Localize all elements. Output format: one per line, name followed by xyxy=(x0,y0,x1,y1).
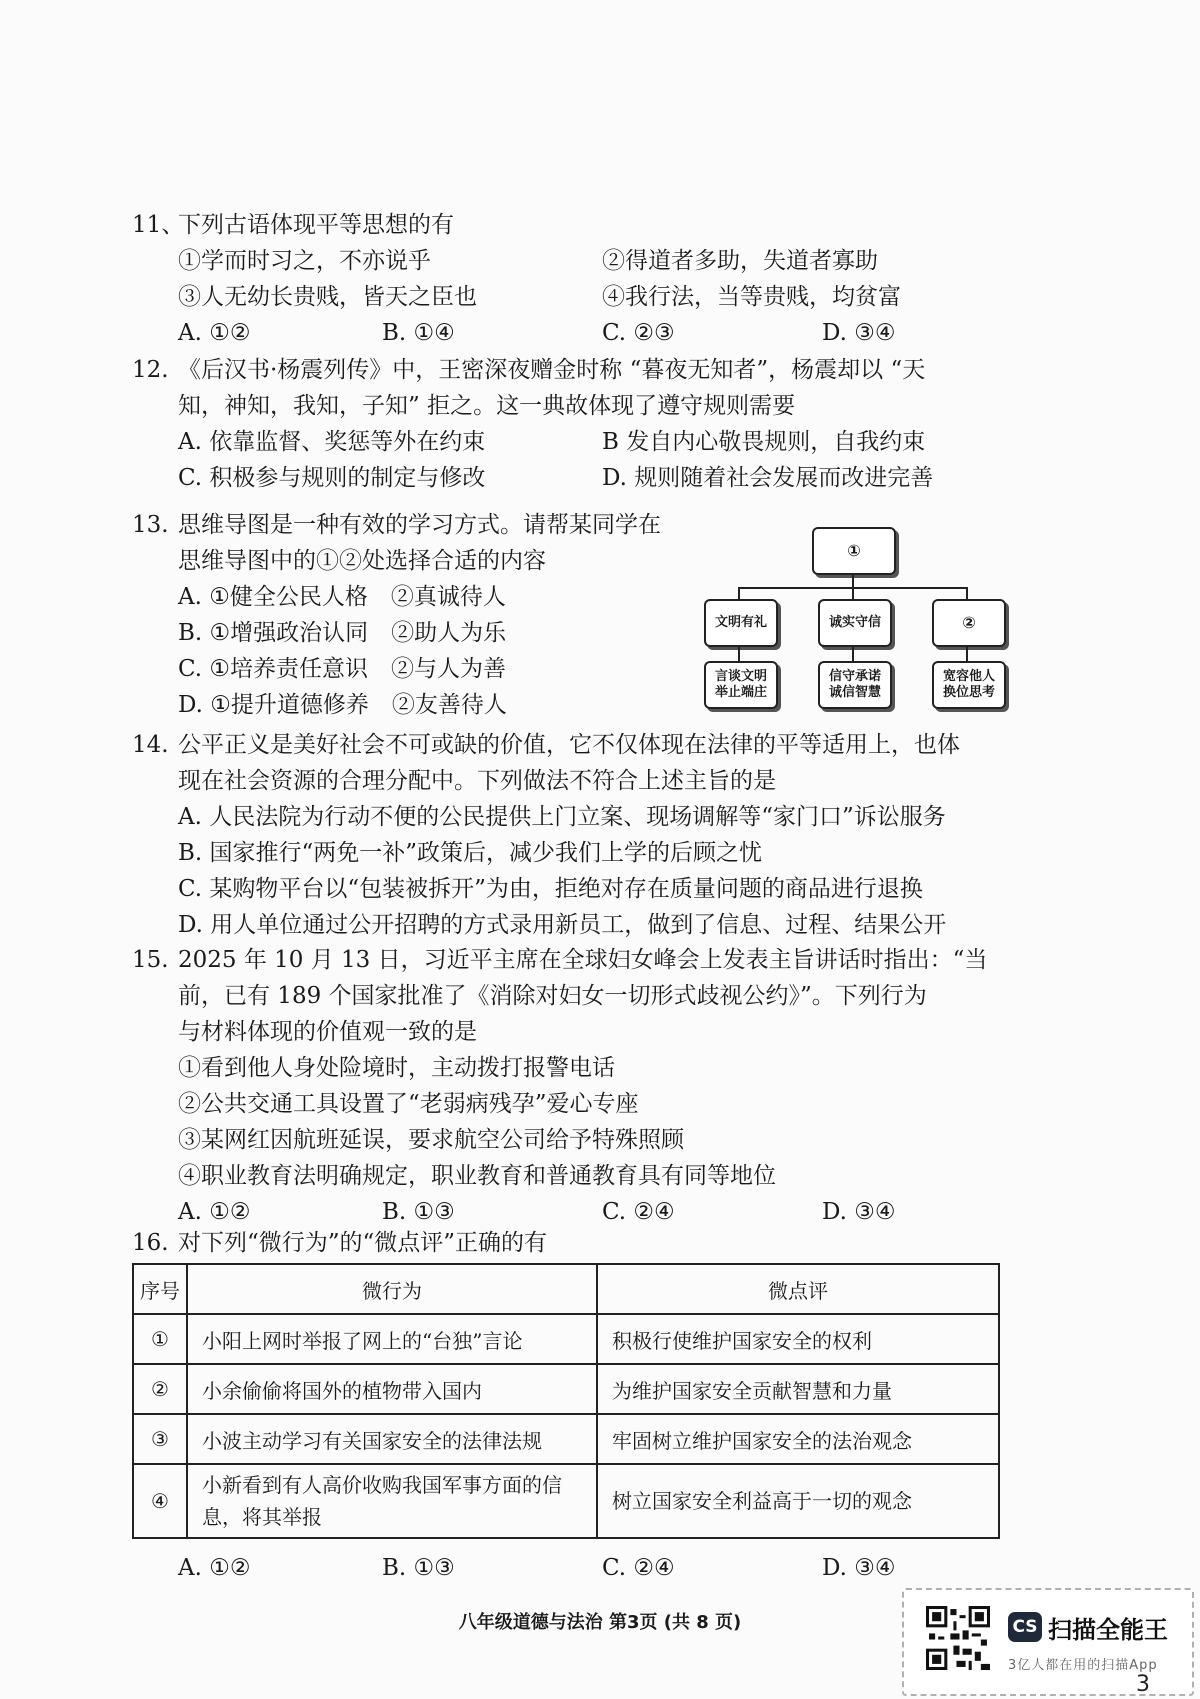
table-cell: 积极行使维护国家安全的权利 xyxy=(597,1314,999,1364)
table-cell: 为维护国家安全贡献智慧和力量 xyxy=(597,1364,999,1414)
table-cell: ④ xyxy=(133,1464,187,1538)
option-d: D. ①提升道德修养 ②友善待人 xyxy=(178,692,507,718)
table-row xyxy=(133,1364,999,1414)
mind-map-diagram xyxy=(700,525,1000,725)
option-c: C. ②③ xyxy=(602,320,675,346)
connector-line xyxy=(852,645,854,661)
option-d: D. 用人单位通过公开招聘的方式录用新员工，做到了信息、过程、结果公开 xyxy=(178,912,947,938)
option-c: C. 某购物平台以“包装被拆开”为由，拒绝对存在质量问题的商品进行退换 xyxy=(178,876,923,902)
connector-line xyxy=(852,573,854,587)
question-number: 14. xyxy=(132,732,169,758)
mind-map-branch-3: ② xyxy=(932,599,1006,647)
statement-4: ④我行法，当等贵贱，均贫富 xyxy=(602,284,901,310)
statement-3: ③人无幼长贵贱，皆天之臣也 xyxy=(178,284,477,310)
leaf-line: 信守承诺 xyxy=(828,669,881,684)
option-b: B 发自内心敬畏规则，自我约束 xyxy=(602,429,926,455)
question-stem-line-3: 与材料体现的价值观一致的是 xyxy=(178,1019,477,1045)
table-header-row xyxy=(133,1264,999,1314)
question-stem-line-2: 现在社会资源的合理分配中。下列做法不符合上述主旨的是 xyxy=(178,768,776,794)
table-cell: ② xyxy=(133,1364,187,1414)
table-cell: 小余偷偷将国外的植物带入国内 xyxy=(187,1364,597,1414)
question-16-options xyxy=(132,1550,1012,1586)
column-header: 微行为 xyxy=(187,1264,597,1314)
question-16 xyxy=(132,1225,1012,1261)
question-stem: 下列古语体现平等思想的有 xyxy=(178,212,454,238)
statement-4: ④职业教育法明确规定，职业教育和普通教育具有同等地位 xyxy=(178,1163,776,1189)
statement-3: ③某网红因航班延误，要求航空公司给予特殊照顾 xyxy=(178,1127,684,1153)
leaf-line: 诚信智慧 xyxy=(828,685,881,700)
question-number: 11、 xyxy=(132,212,185,238)
column-header: 序号 xyxy=(133,1264,187,1314)
question-stem-line-1: 2025 年 10 月 13 日，习近平主席在全球妇女峰会上发表主旨讲话时指出：“当 xyxy=(178,947,988,973)
leaf-line: 换位思考 xyxy=(942,685,995,700)
question-stem-line-2: 前，已有 189 个国家批准了《消除对妇女一切形式歧视公约》”。下列行为 xyxy=(178,983,927,1009)
table-cell: 小波主动学习有关国家安全的法律法规 xyxy=(187,1414,597,1464)
question-number: 12. xyxy=(132,357,169,383)
question-stem-line-2: 思维导图中的①②处选择合适的内容 xyxy=(178,548,546,574)
option-a: A. ①健全公民人格 ②真诚待人 xyxy=(178,584,506,610)
option-a: A. 人民法院为行动不便的公民提供上门立案、现场调解等“家门口”诉讼服务 xyxy=(178,804,946,830)
leaf-line: 言谈文明 xyxy=(714,669,767,684)
question-number: 16. xyxy=(132,1230,169,1256)
option-d: D. ③④ xyxy=(822,1199,896,1225)
mind-map-branch-1: 文明有礼 xyxy=(704,599,778,647)
table-row xyxy=(133,1414,999,1464)
option-c: C. ①培养责任意识 ②与人为善 xyxy=(178,656,507,682)
question-12 xyxy=(132,352,1012,496)
column-header: 微点评 xyxy=(597,1264,999,1314)
option-a: A. ①② xyxy=(178,1555,251,1581)
question-number: 13. xyxy=(132,512,169,538)
option-c: C. 积极参与规则的制定与修改 xyxy=(178,465,486,491)
question-stem-line-1: 《后汉书·杨震列传》中，王密深夜赠金时称 “暮夜无知者”，杨震却以 “天 xyxy=(178,357,926,383)
table-row xyxy=(133,1314,999,1364)
mind-map-leaf-3 xyxy=(932,661,1006,709)
mind-map-root: ① xyxy=(812,527,896,575)
table-cell: ③ xyxy=(133,1414,187,1464)
option-c: C. ②④ xyxy=(602,1199,675,1225)
option-b: B. ①④ xyxy=(382,320,455,346)
leaf-line: 举止端庄 xyxy=(714,685,767,700)
table-row xyxy=(133,1464,999,1538)
connector-line xyxy=(852,587,854,599)
option-d: D. 规则随着社会发展而改进完善 xyxy=(602,465,934,491)
table-cell: 小阳上网时举报了网上的“台独”言论 xyxy=(187,1314,597,1364)
question-stem-line-1: 思维导图是一种有效的学习方式。请帮某同学在 xyxy=(178,512,661,538)
scanner-watermark xyxy=(902,1588,1194,1696)
mind-map-leaf-2 xyxy=(818,661,892,709)
table-cell: ① xyxy=(133,1314,187,1364)
connector-line xyxy=(738,587,740,599)
option-a: A. ①② xyxy=(178,320,251,346)
option-d: D. ③④ xyxy=(822,320,896,346)
watermark-app-name: 扫描全能王 xyxy=(1048,1616,1168,1644)
question-stem: 对下列“微行为”的“微点评”正确的有 xyxy=(178,1230,548,1256)
evaluation-table xyxy=(132,1263,1000,1539)
question-number: 15. xyxy=(132,947,169,973)
question-15 xyxy=(132,942,1012,1230)
statement-2: ②得道者多助，失道者寡助 xyxy=(602,248,878,274)
mind-map-leaf-1 xyxy=(704,661,778,709)
option-d: D. ③④ xyxy=(822,1555,896,1581)
camscanner-logo-icon: CS xyxy=(1008,1612,1042,1642)
question-stem-line-2: 知，神知，我知，子知” 拒之。这一典故体现了遵守规则需要 xyxy=(178,393,796,419)
table-cell: 小新看到有人高价收购我国军事方面的信息，将其举报 xyxy=(187,1464,597,1538)
statement-2: ②公共交通工具设置了“老弱病残孕”爱心专座 xyxy=(178,1091,639,1117)
connector-line xyxy=(966,587,968,599)
question-11 xyxy=(132,207,1012,351)
table-cell: 牢固树立维护国家安全的法治观念 xyxy=(597,1414,999,1464)
question-stem-line-1: 公平正义是美好社会不可或缺的价值，它不仅体现在法律的平等适用上，也体 xyxy=(178,732,960,758)
qr-code-icon xyxy=(926,1606,990,1670)
statement-1: ①学而时习之，不亦说乎 xyxy=(178,248,431,274)
page-footer: 八年级道德与法治 第3页 (共 8 页) xyxy=(458,1612,742,1633)
page-corner-number: 3 xyxy=(1136,1672,1150,1697)
connector-line xyxy=(738,645,740,661)
option-b: B. 国家推行“两免一补”政策后，减少我们上学的后顾之忧 xyxy=(178,840,763,866)
option-b: B. ①③ xyxy=(382,1199,455,1225)
option-b: B. ①增强政治认同 ②助人为乐 xyxy=(178,620,507,646)
option-c: C. ②④ xyxy=(602,1555,675,1581)
mind-map-branch-2: 诚实守信 xyxy=(818,599,892,647)
option-b: B. ①③ xyxy=(382,1555,455,1581)
table-cell: 树立国家安全利益高于一切的观念 xyxy=(597,1464,999,1538)
connector-line xyxy=(966,645,968,661)
option-a: A. ①② xyxy=(178,1199,251,1225)
leaf-line: 宽容他人 xyxy=(942,669,995,684)
option-a: A. 依靠监督、奖惩等外在约束 xyxy=(178,429,486,455)
watermark-tagline: 3亿人都在用的扫描App xyxy=(1008,1658,1158,1673)
statement-1: ①看到他人身处险境时，主动拨打报警电话 xyxy=(178,1055,615,1081)
question-14 xyxy=(132,727,1012,943)
